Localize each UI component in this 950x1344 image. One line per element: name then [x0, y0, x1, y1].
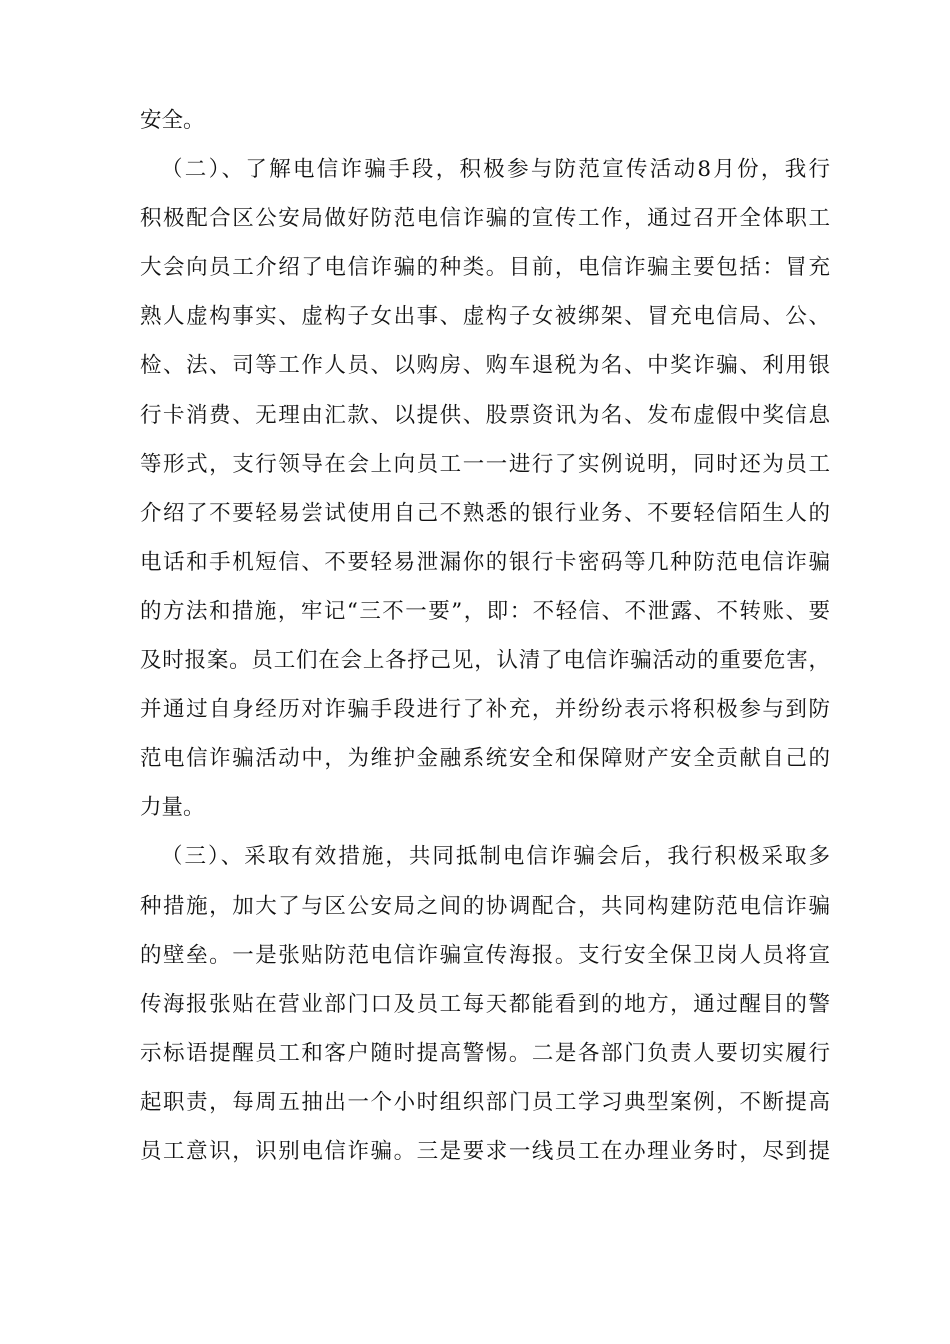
text-line: 传海报张贴在营业部门口及员工每天都能看到的地方，通过醒目的警 [140, 991, 830, 1017]
body-text [140, 96, 830, 1176]
paragraph-heading-line: （三）、采取有效措施，共同抵制电信诈骗会后，我行积极采取多 [161, 844, 830, 870]
text-line: 熟人虚构事实、虚构子女出事、虚构子女被绑架、冒充电信局、公、 [140, 304, 830, 330]
text-line: 检、法、司等工作人员、以购房、购车退税为名、中奖诈骗、利用银 [140, 353, 830, 379]
text-line: 员工意识，识别电信诈骗。三是要求一线员工在办理业务时，尽到提 [140, 1138, 830, 1164]
text-line: 介绍了不要轻易尝试使用自己不熟悉的银行业务、不要轻信陌生人的 [140, 500, 830, 526]
text-line: 积极配合区公安局做好防范电信诈骗的宣传工作，通过召开全体职工 [140, 206, 830, 232]
text-line: 的方法和措施，牢记“三不一要”，即：不轻信、不泄露、不转账、要 [140, 598, 830, 624]
text-line: 电话和手机短信、不要轻易泄漏你的银行卡密码等几种防范电信诈骗 [140, 549, 830, 575]
text-line: 并通过自身经历对诈骗手段进行了补充，并纷纷表示将积极参与到防 [140, 697, 830, 723]
text-line: 起职责，每周五抽出一个小时组织部门员工学习典型案例，不断提高 [140, 1089, 830, 1115]
text-line: 行卡消费、无理由汇款、以提供、股票资讯为名、发布虚假中奖信息 [140, 402, 830, 428]
text-line: 及时报案。员工们在会上各抒己见，认清了电信诈骗活动的重要危害， [140, 648, 830, 674]
text-line: 的壁垒。一是张贴防范电信诈骗宣传海报。支行安全保卫岗人员将宣 [140, 942, 830, 968]
paragraph-heading-line: （二）、了解电信诈骗手段，积极参与防范宣传活动8月份，我行 [161, 157, 830, 183]
text-line: 大会向员工介绍了电信诈骗的种类。目前，电信诈骗主要包括：冒充 [140, 255, 830, 281]
text-line: 示标语提醒员工和客户随时提高警惕。二是各部门负责人要切实履行 [140, 1040, 830, 1066]
text-line: 范电信诈骗活动中，为维护金融系统安全和保障财产安全贡献自己的 [140, 746, 830, 772]
text-line: 等形式，支行领导在会上向员工一一进行了实例说明，同时还为员工 [140, 451, 830, 477]
text-line: 力量。 [140, 795, 205, 821]
text-line: 安全。 [140, 108, 205, 133]
text-line: 种措施，加大了与区公安局之间的协调配合，共同构建防范电信诈骗 [140, 893, 830, 919]
